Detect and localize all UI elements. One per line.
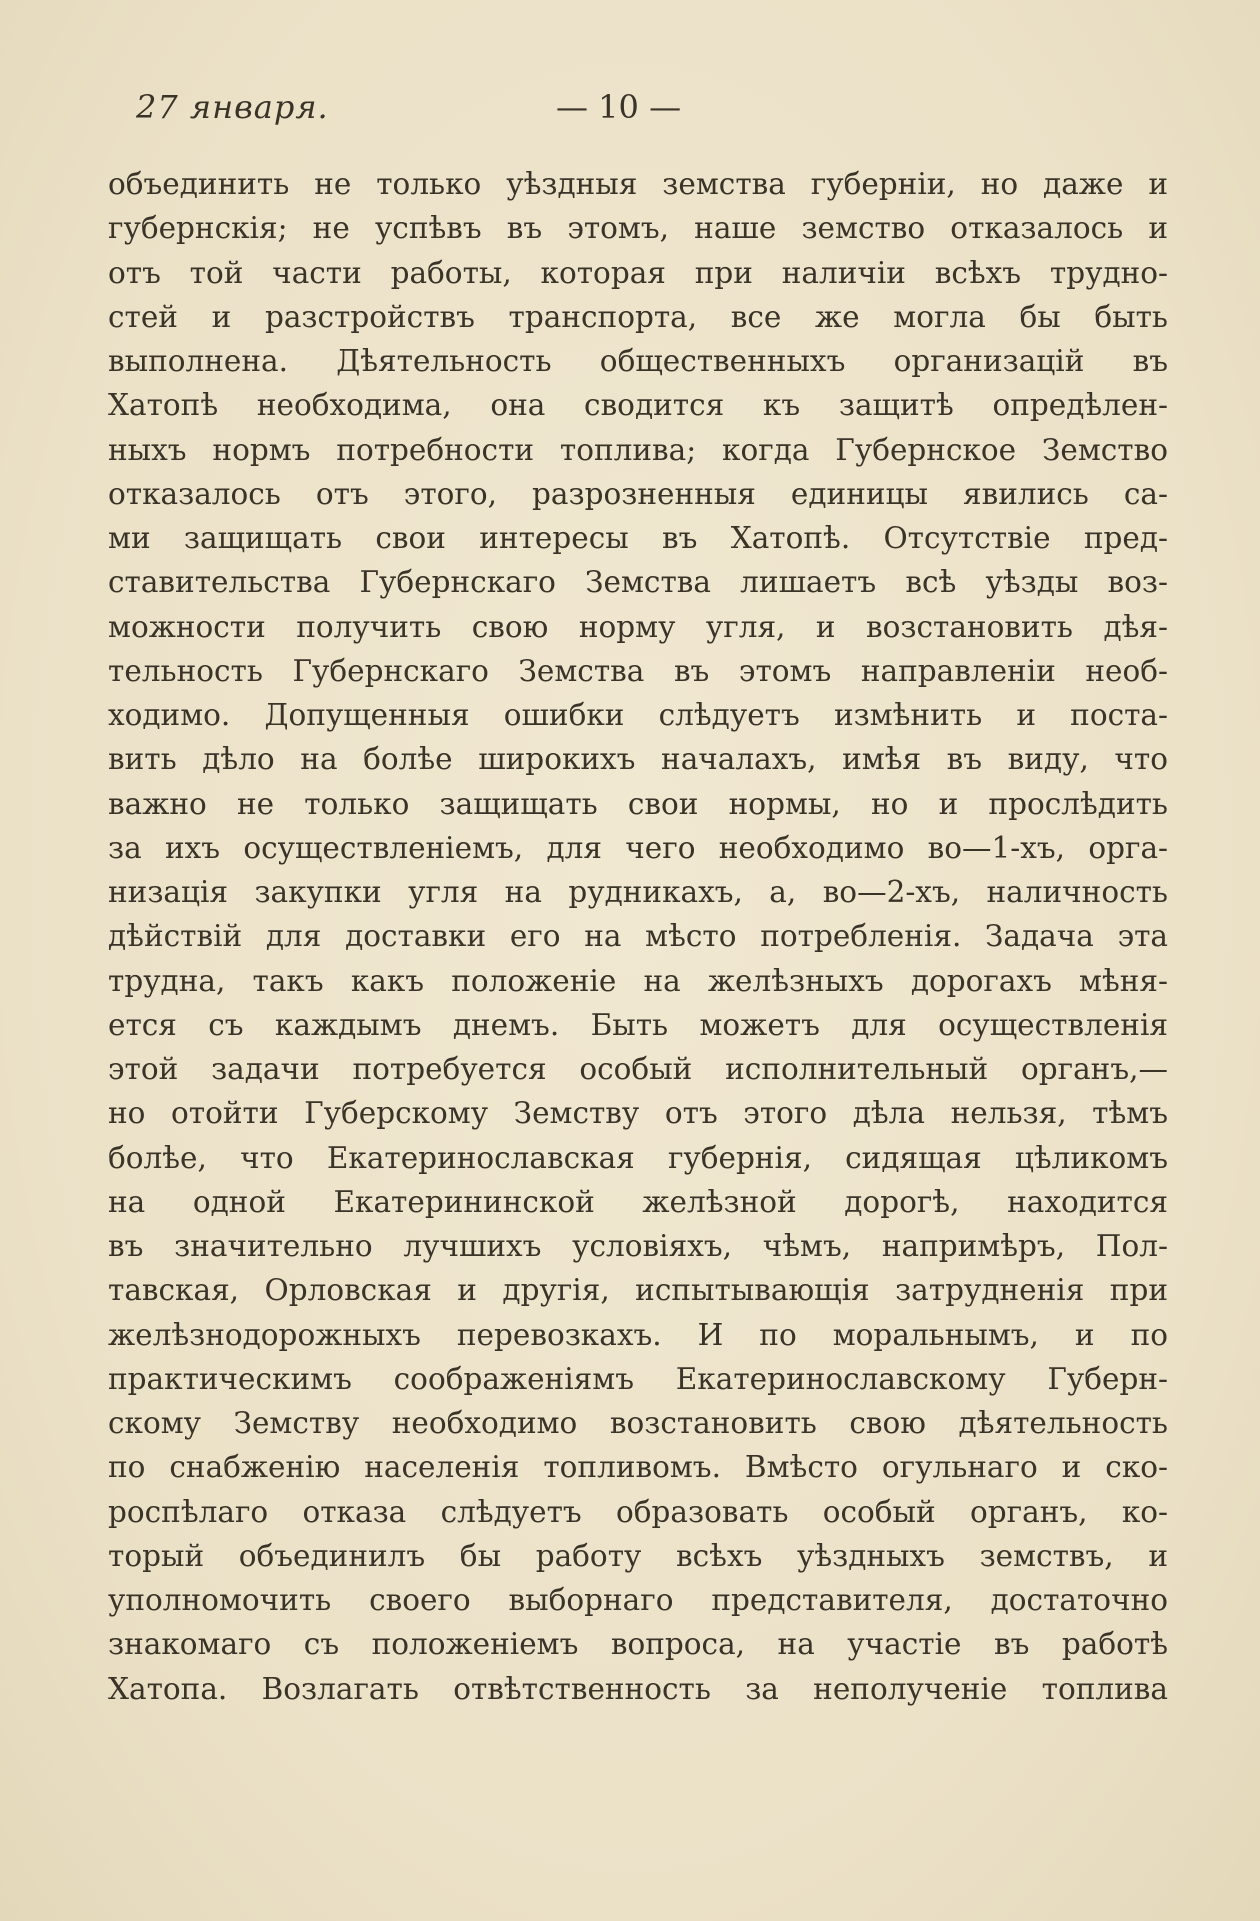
text-line: ставительства Губернскаго Земства лишаетъ всѣ уѣзды воз- [108, 565, 1168, 600]
text-line: стей и разстройствъ транспорта, все же могла бы быть [108, 299, 1168, 334]
text-line: торый объединилъ бы работу всѣхъ уѣздныхъ земствъ, и [108, 1538, 1168, 1573]
text-line: ходимо. Допущенныя ошибки слѣдуетъ измѣнить и поста- [108, 698, 1168, 732]
text-line: но отойти Губерскому Земству отъ этого дѣла нельзя, тѣмъ [108, 1096, 1168, 1131]
header-date: 27 января. [136, 88, 329, 126]
text-line: выполнена. Дѣятельность общественныхъ организацій въ [108, 344, 1168, 378]
text-line: тавская, Орловская и другія, испытывающія затрудненія при [108, 1273, 1168, 1308]
text-line: ется съ каждымъ днемъ. Быть можетъ для осуществленія [108, 1007, 1168, 1042]
text-line: губернскія; не успѣвъ въ этомъ, наше земство отказалось и [108, 211, 1168, 246]
text-line: этой задачи потребуется особый исполнительный органъ,— [108, 1052, 1168, 1086]
text-line: болѣе, что Екатеринославская губернія, сидящая цѣликомъ [108, 1140, 1168, 1175]
text-line: практическимъ соображеніямъ Екатеринославскому Губерн- [108, 1361, 1168, 1396]
text-line: скому Земству необходимо возстановить свою дѣятельность [108, 1406, 1168, 1440]
text-line: уполномочить своего выборнаго представителя, достаточно [108, 1583, 1168, 1617]
body-text [108, 162, 1168, 1711]
text-line: отъ той части работы, которая при наличіи всѣхъ трудно- [108, 255, 1168, 290]
text-line: отказалось отъ этого, разрозненныя единицы явились са- [108, 476, 1168, 511]
text-line: вить дѣло на болѣе широкихъ началахъ, имѣя въ виду, что [108, 742, 1168, 777]
text-line: тельность Губернскаго Земства въ этомъ направленіи необ- [108, 653, 1168, 688]
text-line: низація закупки угля на рудникахъ, а, во—2-хъ, наличность [108, 875, 1168, 909]
text-line: за ихъ осуществленіемъ, для чего необходимо во—1-хъ, орга- [108, 830, 1168, 865]
text-line: объединить не только уѣздныя земства губерніи, но даже и [108, 167, 1168, 201]
text-line: можности получить свою норму угля, и возстановить дѣя- [108, 609, 1168, 644]
text-line: Хатопа. Возлагать отвѣтственность за неполученіе топлива [108, 1671, 1168, 1706]
text-line: по снабженію населенія топливомъ. Вмѣсто огульнаго и ско- [108, 1450, 1168, 1485]
text-line: Хатопѣ необходима, она сводится къ защитѣ опредѣлен- [108, 388, 1168, 423]
text-line: желѣзнодорожныхъ перевозкахъ. И по моральнымъ, и по [108, 1317, 1168, 1352]
text-line: роспѣлаго отказа слѣдуетъ образовать особый органъ, ко- [108, 1494, 1168, 1529]
running-header [136, 88, 696, 138]
text-line: въ значительно лучшихъ условіяхъ, чѣмъ, напримѣръ, Пол- [108, 1229, 1168, 1263]
text-line: знакомаго съ положеніемъ вопроса, на участіе въ работѣ [108, 1627, 1168, 1662]
text-line: ми защищать свои интересы въ Хатопѣ. Отсутствіе пред- [108, 521, 1168, 555]
text-line: трудна, такъ какъ положеніе на желѣзныхъ дорогахъ мѣня- [108, 963, 1168, 998]
text-line: важно не только защищать свои нормы, но и прослѣдить [108, 786, 1168, 821]
text-line: дѣйствій для доставки его на мѣсто потребленія. Задача эта [108, 919, 1168, 954]
page-number: — 10 — [556, 88, 682, 126]
text-line: на одной Екатерининской желѣзной дорогѣ, находится [108, 1184, 1168, 1219]
text-line: ныхъ нормъ потребности топлива; когда Губернское Земство [108, 432, 1168, 467]
